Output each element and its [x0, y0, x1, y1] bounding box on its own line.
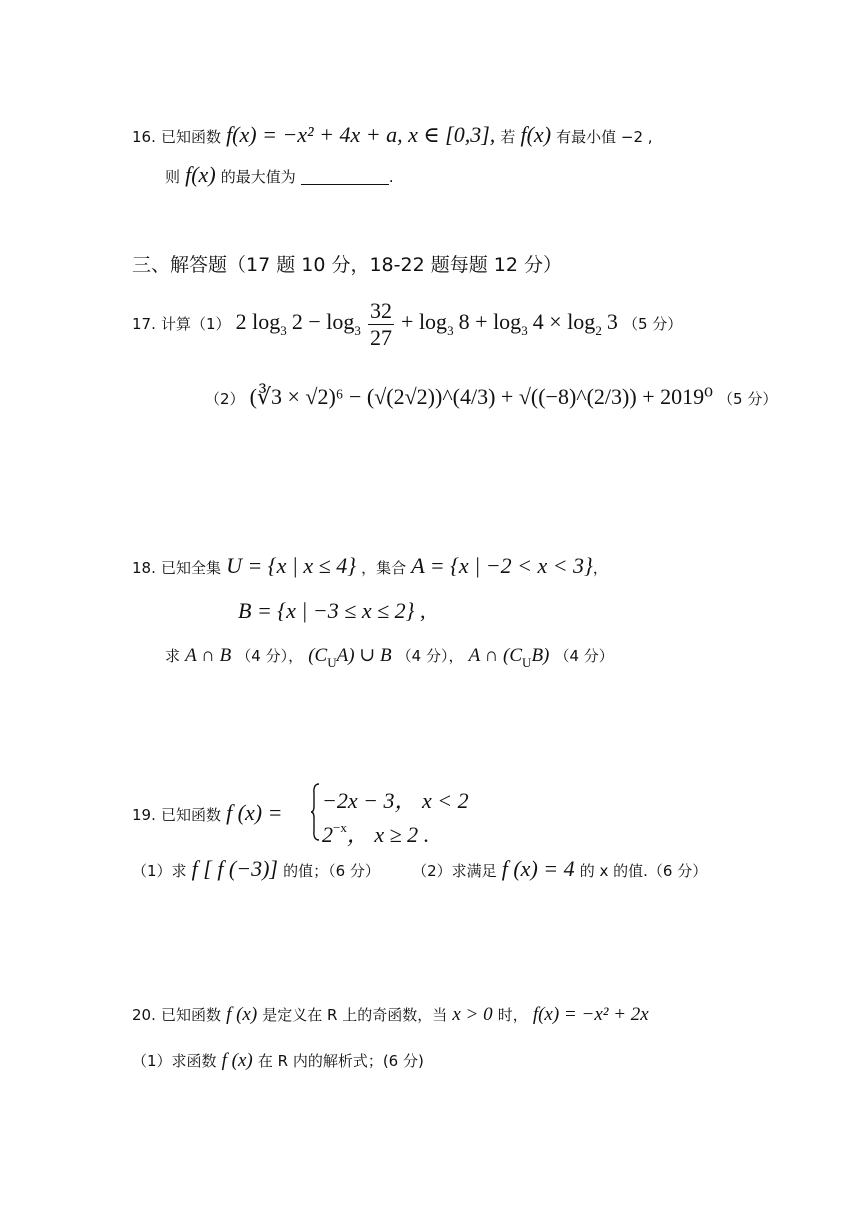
score-label: （5 分） [623, 315, 683, 333]
question-18-line3 [165, 644, 614, 671]
score-label: （4 分）， [236, 647, 304, 665]
then-text: 则 [165, 168, 181, 186]
question-number: 18. [132, 559, 156, 577]
max-value-text: 的最大值为 [220, 168, 296, 186]
expr-complement-union [308, 645, 392, 670]
case-expression: −2x − 3， x < 2 [322, 788, 469, 813]
compute-label: 计算（1） [160, 315, 231, 333]
given-text: 已知函数 [160, 806, 221, 824]
score-label: （5 分） [718, 390, 778, 408]
condition: ， x ≥ 2 [346, 822, 419, 847]
score-label: （4 分） [554, 647, 614, 665]
expr-term: 4 × log [532, 309, 596, 334]
find-text: 求 [165, 647, 181, 665]
question-16-line1 [132, 122, 653, 148]
function-symbol: f(x) [185, 162, 216, 187]
expr-part: (C [308, 645, 328, 666]
question-number: 16. [132, 128, 156, 146]
question-number: 20. [132, 1006, 156, 1024]
part-label: （2） [205, 390, 245, 408]
expr-term: 2 − log [291, 309, 355, 334]
score-label: （4 分）， [396, 647, 464, 665]
log-base: 3 [447, 323, 454, 338]
base: 2 [322, 822, 333, 847]
question-18-line1 [132, 553, 608, 579]
piecewise-brace [310, 782, 320, 842]
function-symbol: f(x) [520, 122, 552, 147]
part1-expression: f [ f (−3)] [191, 856, 278, 881]
answer-blank[interactable] [301, 166, 389, 185]
part2-expression: f (x) = 4 [501, 856, 575, 881]
function-formula: f(x) = −x² + 2x [532, 1004, 649, 1025]
part2-label: （2）求满足 [412, 862, 497, 880]
section-heading: 三、解答题（17 题 10 分，18-22 题每题 12 分） [132, 254, 562, 276]
expr-intersection-complement [468, 645, 550, 670]
set-A: A = {x | −2 < x < 3} [411, 553, 593, 578]
part1-label: （1）求 [132, 862, 187, 880]
text: 已知函数 [160, 1006, 221, 1024]
part1-label: （1）求函数 [132, 1052, 217, 1070]
expr-intersection: A ∩ B [185, 645, 232, 666]
expr-part: A) ∪ B [336, 645, 392, 666]
part1-tail: 的值；（6 分） [283, 862, 380, 880]
set-U: U = {x | x ≤ 4} [226, 553, 357, 578]
text: 是定义在 R 上的奇函数，当 [262, 1006, 448, 1024]
question-number: 19. [132, 806, 156, 824]
set-B: B = {x | −3 ≤ x ≤ 2} , [238, 598, 426, 623]
period: . [423, 822, 429, 847]
fraction [368, 298, 394, 351]
question-16-line2 [165, 162, 394, 188]
expr-term: 8 + log [458, 309, 522, 334]
piecewise-case-2 [322, 818, 429, 849]
comma: ， [592, 559, 608, 577]
function-symbol: f (x) [221, 1050, 253, 1071]
subscript: U [327, 655, 337, 670]
question-number: 17. [132, 315, 156, 333]
expr-term: 2 log [235, 309, 281, 334]
expression: (∛3 × √2)⁶ − (√(2√2))^(4/3) + √((−8)^(2/3)) + 2019⁰ [249, 384, 713, 409]
question-17-part1 [132, 298, 682, 351]
min-value-text: 有最小值 −2 , [556, 128, 653, 146]
expr-part: B) [531, 645, 550, 666]
exponent: −x [333, 820, 347, 835]
question-20-line1 [132, 1004, 649, 1026]
question-20-line2 [132, 1050, 424, 1072]
text: 已知全集 [160, 559, 221, 577]
subscript: U [522, 655, 532, 670]
part2-tail: 的 x 的值.（6 分） [579, 862, 708, 880]
log-base: 3 [521, 323, 528, 338]
part1-tail: 在 R 内的解析式；(6 分) [257, 1052, 424, 1070]
expr-term: 3 [606, 309, 618, 334]
question-19-line1 [132, 800, 282, 826]
if-text: 若 [500, 128, 516, 146]
fraction-denominator: 27 [369, 325, 392, 350]
function-symbol: f (x) [226, 1004, 258, 1025]
fraction-numerator: 32 [369, 298, 392, 323]
expr-part: A ∩ (C [468, 645, 523, 666]
expr-term: + log [401, 309, 448, 334]
text: 时， [497, 1006, 528, 1024]
given-text: 已知函数 [160, 128, 221, 146]
text: ，集合 [361, 559, 407, 577]
question-18-line2 [238, 598, 425, 624]
case-expression [322, 822, 418, 847]
log-base: 3 [354, 323, 361, 338]
period: . [388, 168, 394, 186]
condition: x > 0 [452, 1004, 493, 1025]
log-base: 3 [280, 323, 287, 338]
piecewise-case-1 [322, 784, 469, 815]
log-base: 2 [595, 323, 602, 338]
function-symbol: f (x) = [226, 800, 283, 825]
function-formula: f(x) = −x² + 4x + a, x ∈ [0,3], [226, 122, 496, 147]
question-19-line2 [132, 856, 707, 882]
question-17-part2 [205, 384, 777, 410]
